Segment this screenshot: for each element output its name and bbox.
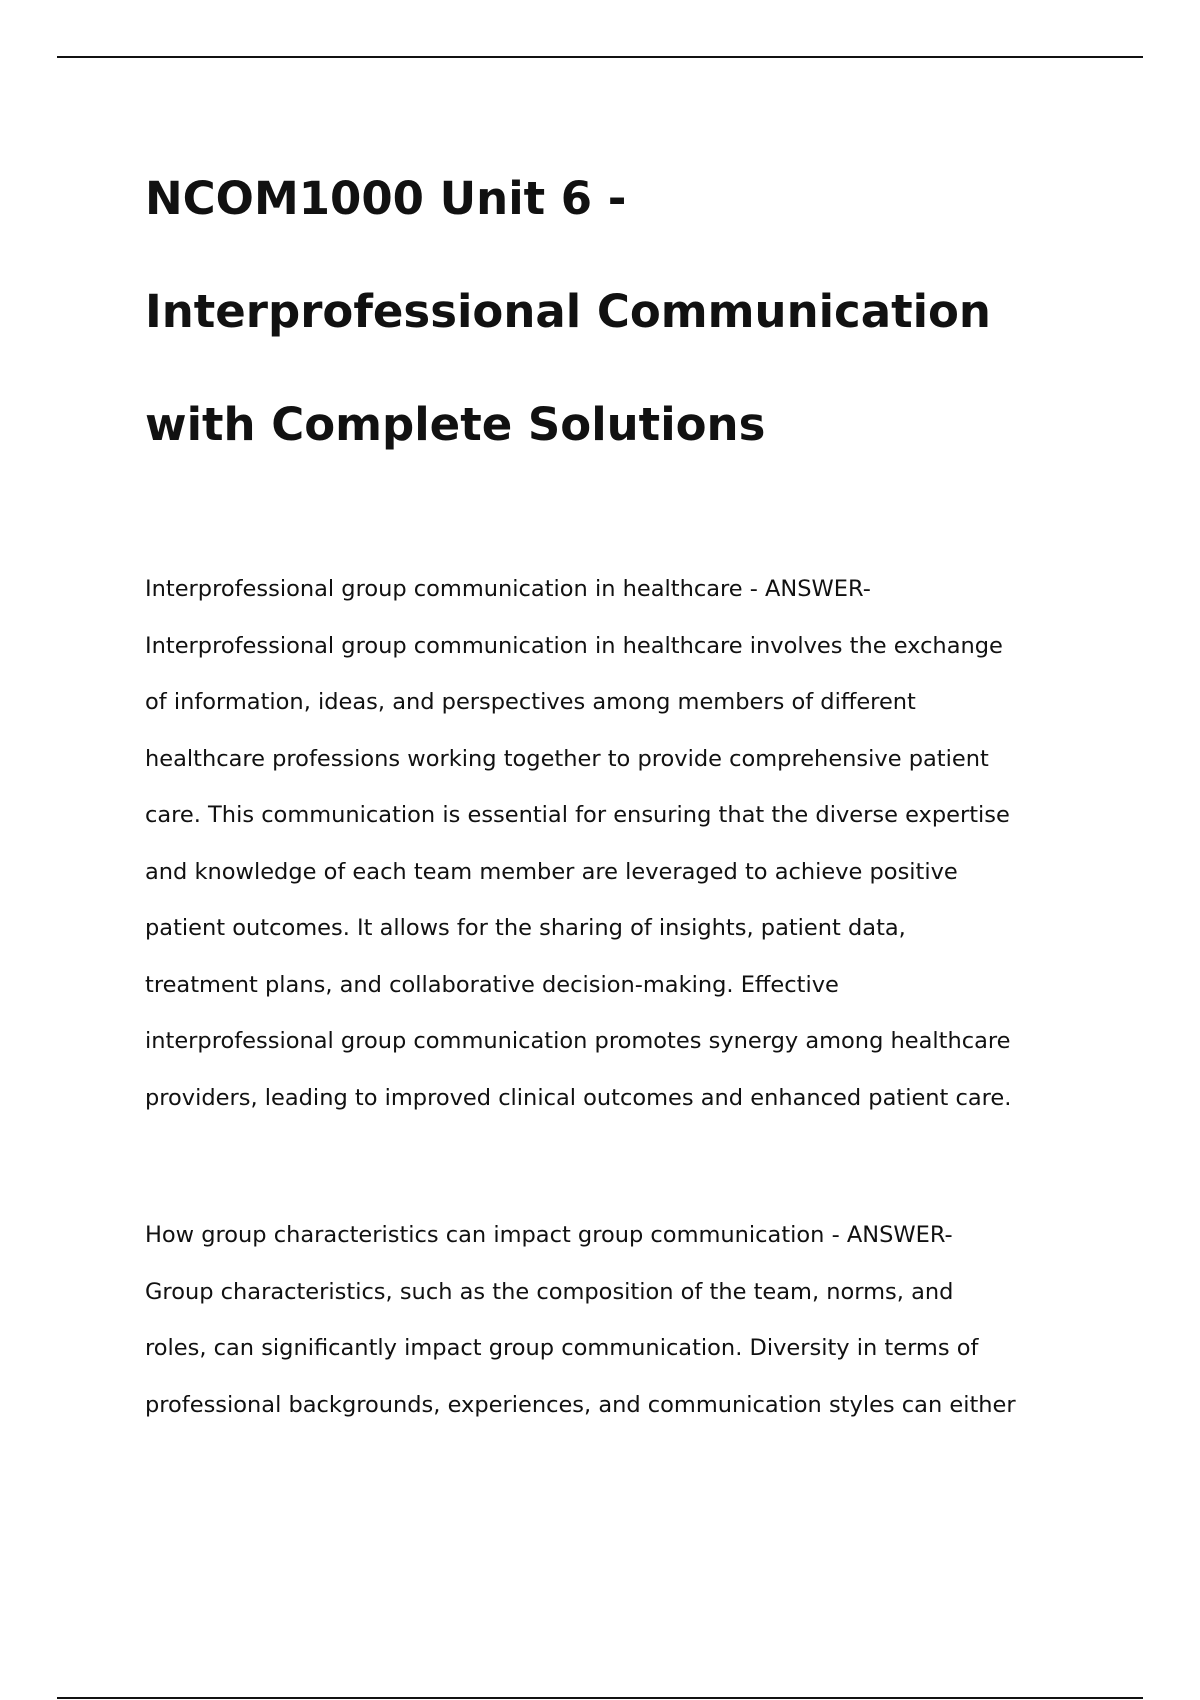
top-rule [57, 56, 1143, 58]
title-line: Interprofessional Communication [145, 285, 991, 338]
text-line: interprofessional group communication promotes synergy among healthcare [145, 1028, 1011, 1054]
text-line: treatment plans, and collaborative decision-making. Effective [145, 971, 839, 998]
paragraph-group-characteristics [145, 1207, 1105, 1433]
text-line: professional backgrounds, experiences, and communication styles can either [145, 1391, 1016, 1418]
text-line: and knowledge of each team member are leveraged to achieve positive [145, 858, 958, 885]
text-line: healthcare professions working together to provide comprehensive patient [145, 745, 989, 772]
text-line: providers, leading to improved clinical outcomes and enhanced patient care. [145, 1084, 1012, 1111]
text-line: Interprofessional group communication in healthcare involves the exchange [145, 632, 1003, 659]
document-title [145, 142, 1105, 481]
title-line: with Complete Solutions [145, 398, 766, 451]
title-line: NCOM1000 Unit 6 - [145, 172, 627, 225]
paragraph-interprofessional-communication [145, 561, 1105, 1126]
bottom-rule [57, 1697, 1143, 1699]
text-line: of information, ideas, and perspectives among members of different [145, 689, 916, 715]
text-line: care. This communication is essential for ensuring that the diverse expertise [145, 802, 1010, 828]
text-line: How group characteristics can impact group communication - ANSWER- [145, 1222, 953, 1248]
text-line: roles, can significantly impact group communication. Diversity in terms of [145, 1335, 979, 1361]
text-line: Group characteristics, such as the composition of the team, norms, and [145, 1278, 954, 1305]
text-line: Interprofessional group communication in healthcare - ANSWER- [145, 576, 871, 602]
text-line: patient outcomes. It allows for the sharing of insights, patient data, [145, 915, 906, 941]
